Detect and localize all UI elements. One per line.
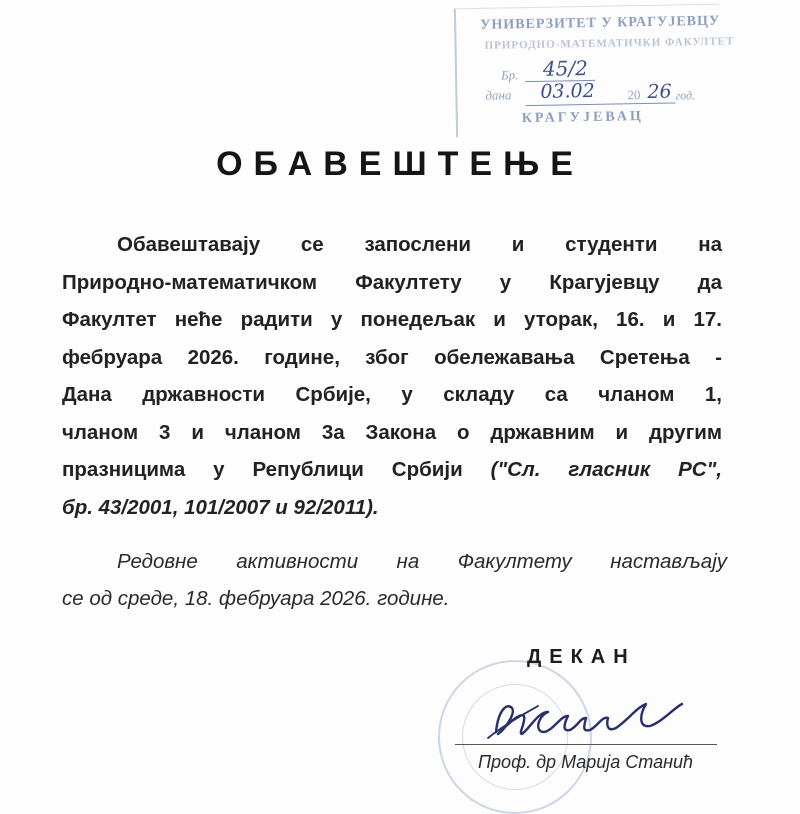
paragraph-text: празницима у Републици Србији: [62, 458, 463, 481]
paragraph-line: Дана државности Србије, у складу са чланом 1,: [62, 383, 722, 406]
stamp-city: КРАГУЈЕВАЦ: [521, 109, 644, 127]
stamp-number: 45/2: [542, 55, 589, 81]
notice-paragraph: [62, 226, 722, 526]
paragraph-line: фебруара 2026. године, због обележавања Сретења -: [62, 345, 722, 369]
paragraph-line: [62, 451, 722, 489]
handwritten-signature: [468, 682, 718, 752]
document-title: ОБАВЕШТЕЊЕ: [216, 145, 584, 183]
gazette-citation: ("Сл. гласник РС",: [490, 458, 723, 481]
signer-name: Проф. др Марија Станић: [478, 752, 694, 772]
stamp-date-label: дана: [485, 87, 512, 103]
paragraph-line: Факултет неће радити у понедељак и уторак, 16. и 17.: [62, 308, 722, 331]
stamp-date: 03.02: [540, 79, 595, 103]
stamp-year-label: год.: [675, 88, 696, 103]
paragraph-line: Природно-математичком Факултету у Крагујевцу да: [62, 270, 722, 294]
signatory-role: ДЕКАН: [527, 646, 636, 668]
stamp-number-label: Бр.: [500, 67, 519, 83]
stamp-year-prefix: 20: [627, 87, 641, 103]
stamp-year: 26: [647, 80, 672, 103]
registration-stamp: [454, 4, 735, 139]
paragraph-line: Редовне активности на Факултету настављају: [117, 550, 727, 573]
stamp-faculty: ПРИРОДНО-МАТЕМАТИЧКИ ФАКУЛТЕТ: [484, 35, 735, 52]
paragraph-line: се од среде, 18. фебруара 2026. године.: [62, 587, 450, 610]
resumption-paragraph: [62, 543, 727, 617]
paragraph-line: Обавештавају се запослени и студенти на: [117, 233, 722, 256]
signature-line: [455, 744, 717, 745]
paragraph-line: бр. 43/2001, 101/2007 и 92/2011).: [62, 495, 379, 519]
stamp-institution: УНИВЕРЗИТЕТ У КРАГУЈЕВЦУ: [480, 13, 721, 33]
paragraph-line: чланом 3 и чланом 3а Закона о државним и другим: [62, 420, 722, 444]
